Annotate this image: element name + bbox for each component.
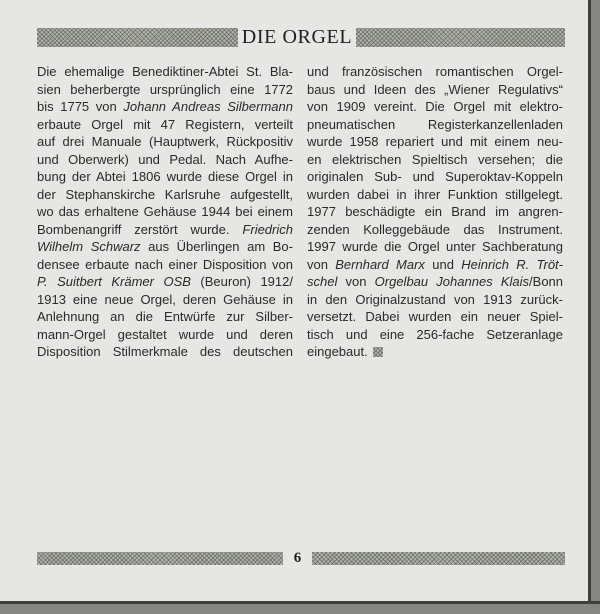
page-title: DIE ORGEL [241,26,353,48]
italic-text-run: Wilhelm Schwarz [37,239,141,254]
italic-text-run: Heinrich R. Tröt- [461,256,563,272]
italic-text-run: Johann Andreas Silbermann [123,99,293,114]
text-line [307,63,563,81]
text-line [307,203,563,221]
text-line [307,256,563,274]
text-line [307,291,563,309]
text-run: aus Überlingen am Bo- [140,239,293,254]
text-run: bung der Abtei 1806 wurde diese Orgel in [37,169,293,184]
text-run: Anlehnung an die Entwürfe zur Silber- [37,309,293,324]
text-line [37,151,293,169]
footer-ornament-bar-right [312,552,565,565]
text-run: Bombenangriff zerstört wurde. [37,221,243,237]
text-line [307,221,563,239]
text-run: en elektrischen Spieltisch versehen; die [307,151,563,167]
text-run: von [307,256,336,272]
text-run: pneumatischen Registerkanzellenladen [307,116,563,132]
text-run: originalen Sub- und Superoktav-Koppeln [307,169,563,184]
text-run: von 1909 vereint. Die Orgel mit elektro- [307,99,563,114]
text-line [37,326,293,344]
text-run: 1913 eine neue Orgel, deren Gehäuse in [37,291,293,307]
text-line [37,203,293,221]
header-ornament-bar-right [356,28,565,47]
text-line [37,133,293,151]
square-end-mark-icon [373,347,383,357]
text-run: von [337,274,375,289]
text-line [37,221,293,239]
text-line [37,168,293,186]
text-line [37,63,293,81]
text-run: und französischen romantischen Orgel- [307,64,563,79]
text-run: zenden Kolleggebäude das Instrument. [307,221,563,237]
text-run: sien beherbergte ursprünglich eine 1772 [37,81,293,97]
text-line [307,151,563,169]
text-run: wurden dabei in ihrer Funktion stillgelegt. [307,186,563,202]
text-line [307,308,563,326]
page-number: 6 [293,550,302,566]
text-line [37,343,293,361]
text-run: 1977 beschädigte ein Brand im angren- [307,204,563,219]
text-line [37,98,293,116]
text-run: wurde 1958 repariert und mit einem neu- [307,134,563,149]
text-line [307,343,563,361]
text-line [37,308,293,326]
text-line [307,133,563,151]
text-column-right [307,63,563,361]
text-line [37,186,293,204]
text-run: Die ehemalige Benediktiner-Abtei St. Bla- [37,64,293,79]
text-run: tisch und eine 256-fache Setzeranlage [307,326,563,342]
italic-text-run: schel [307,274,338,289]
text-line [37,273,293,291]
text-run: auf drei Manuale (Hauptwerk, Rückpositiv [37,134,293,149]
text-run: baus und Ideen des „Wiener Regulativs“ [307,81,563,97]
text-run: bis 1775 von [37,99,124,114]
italic-text-run: Bernhard Marx [335,256,425,272]
text-line [37,291,293,309]
text-run: in den Originalzustand von 1913 zurück- [307,291,563,307]
text-line [307,273,563,291]
text-column-left [37,63,293,361]
text-line [307,81,563,99]
text-line [307,168,563,186]
scan-frame-right [588,0,600,614]
text-line [37,256,293,274]
text-line [37,238,293,256]
text-line [307,186,563,204]
text-run: wo das erhaltene Gehäuse 1944 bei einem [37,204,293,219]
text-run: und Oberwerk) und Pedal. Nach Aufhe- [37,151,293,167]
text-line [37,81,293,99]
text-run: erbaute Orgel mit 47 Registern, verteilt [37,116,293,132]
text-line [307,238,563,256]
italic-text-run: Friedrich [242,221,293,237]
text-line [307,326,563,344]
text-run: (Beuron) 1912/ [190,274,293,289]
text-run: versetzt. Dabei wurden ein neuer Spiel- [307,309,563,324]
text-run: eingebaut. [307,344,368,359]
text-run: mann-Orgel gestaltet wurde und deren [37,326,293,342]
text-line [307,116,563,134]
italic-text-run: P. Suitbert Krämer OSB [37,274,191,289]
header-ornament-bar-left [37,28,238,47]
scan-frame-bottom [0,601,600,614]
text-run: 1997 wurde die Orgel unter Sachberatung [307,239,563,254]
text-line [307,98,563,116]
text-line [37,116,293,134]
italic-text-run: Orgelbau Johannes Klais [374,274,530,289]
text-run: Disposition Stilmerkmale des deutschen [37,344,293,359]
text-run: /Bonn [529,274,564,289]
footer-ornament-bar-left [37,552,283,565]
text-run: densee erbaute nach einer Disposition von [37,256,293,272]
text-run: der Stephanskirche Karlsruhe aufgestellt, [37,186,293,202]
text-run: und [424,256,462,272]
